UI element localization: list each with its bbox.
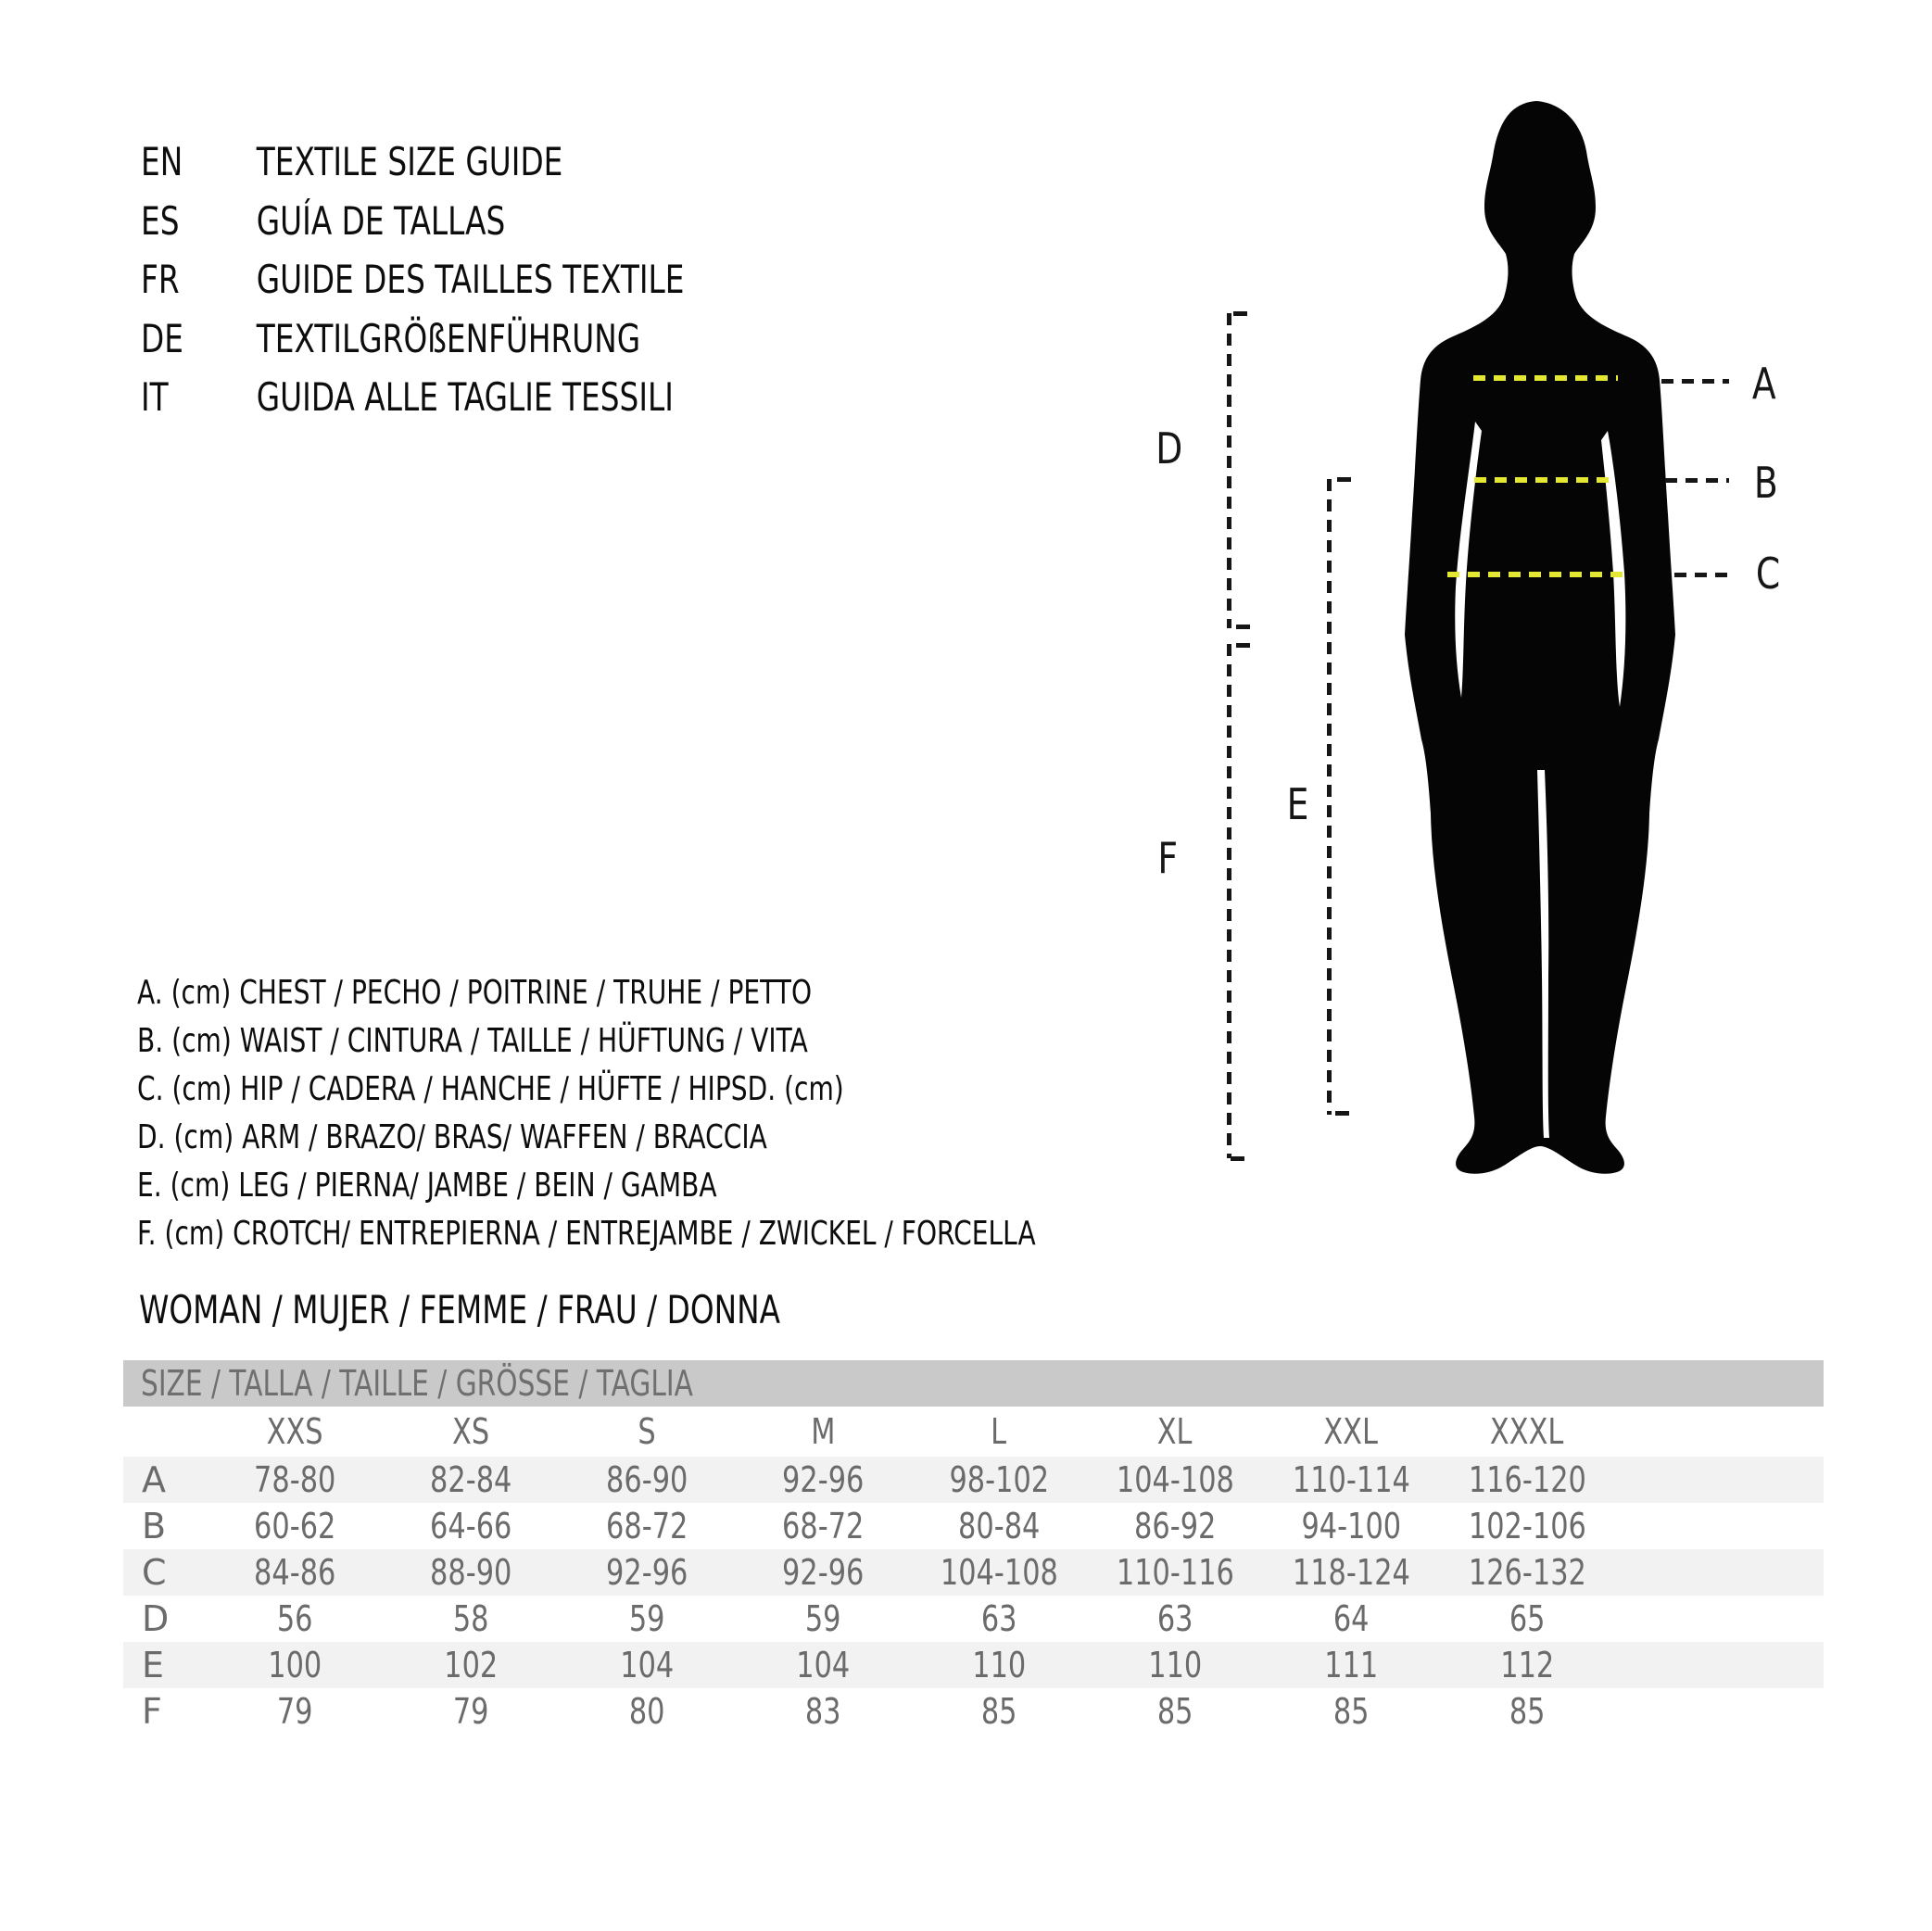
table-row [123,1642,1824,1688]
table-cell: 85 [1332,1691,1370,1732]
table-cell: 92-96 [781,1459,865,1500]
size-column-header: L [991,1411,1007,1452]
table-cell: 110 [971,1645,1027,1685]
size-column-header: XS [451,1411,490,1452]
waist-measure-line [1474,477,1609,483]
table-cell: 110-114 [1292,1459,1410,1500]
size-column-header: S [638,1411,656,1452]
table-row [123,1503,1824,1549]
row-label-cell: C [142,1552,167,1593]
table-cell: 110-116 [1116,1552,1234,1593]
table-cell: 80-84 [957,1506,1041,1546]
table-cell: 60-62 [253,1506,336,1546]
leg-line-top-tick [1337,477,1351,482]
legend-item: C. (cm) HIP / CADERA / HANCHE / HÜFTE / HIPSD. (cm) [137,1070,844,1108]
table-cell: 59 [804,1598,841,1639]
table-cell: 86-90 [605,1459,688,1500]
language-title: GUÍA DE TALLAS [256,198,506,244]
language-title: TEXTILGRÖßENFÜHRUNG [256,316,641,361]
table-cell: 64 [1332,1598,1370,1639]
table-cell: 94-100 [1301,1506,1401,1546]
row-label-cell: F [142,1691,162,1732]
table-cell: 118-124 [1292,1552,1410,1593]
legend-item: A. (cm) CHEST / PECHO / POITRINE / TRUHE / PETTO [137,974,813,1012]
size-column-header: XL [1157,1411,1193,1452]
measure-label-arm: D [1155,423,1183,473]
table-cell: 58 [452,1598,489,1639]
legend-item: F. (cm) CROTCH/ ENTREPIERNA / ENTREJAMBE / ZWICKEL / FORCELLA [137,1215,1036,1253]
size-column-header: XXS [266,1411,323,1452]
language-code: DE [141,316,183,361]
table-cell: 102 [443,1645,499,1685]
table-row [123,1688,1824,1735]
table-cell: 79 [276,1691,313,1732]
language-code: IT [141,374,169,420]
language-title: GUIDE DES TAILLES TEXTILE [256,257,685,302]
table-cell: 63 [980,1598,1017,1639]
arm-line-bottom-tick [1236,625,1250,629]
language-title: GUIDA ALLE TAGLIE TESSILI [256,374,674,420]
table-cell: 85 [1509,1691,1546,1732]
waist-leader-line [1665,478,1729,483]
table-row [123,1549,1824,1596]
language-row [141,318,781,360]
table-cell: 78-80 [253,1459,336,1500]
table-cell: 80 [628,1691,665,1732]
arm-dimension-line [1227,313,1231,628]
language-code: ES [141,198,180,244]
table-cell: 126-132 [1468,1552,1586,1593]
table-cell: 100 [267,1645,322,1685]
woman-silhouette [1385,95,1700,1180]
table-cell: 98-102 [949,1459,1049,1500]
table-cell: 84-86 [253,1552,336,1593]
table-cell: 63 [1156,1598,1193,1639]
table-cell: 104-108 [940,1552,1058,1593]
table-row [123,1457,1824,1503]
measure-label-waist: B [1753,458,1778,508]
table-cell: 110 [1147,1645,1203,1685]
table-cell: 65 [1509,1598,1546,1639]
leg-line-bottom-tick [1335,1111,1349,1116]
gender-heading: WOMAN / MUJER / FEMME / FRAU / DONNA [139,1287,781,1332]
hip-measure-line [1447,572,1629,577]
table-cell: 104 [619,1645,675,1685]
language-row [141,376,824,419]
table-cell: 64-66 [429,1506,512,1546]
language-row [141,200,608,243]
crotch-line-bottom-tick [1231,1156,1244,1161]
table-cell: 104 [795,1645,851,1685]
table-cell: 59 [628,1598,665,1639]
table-cell: 111 [1323,1645,1379,1685]
table-cell: 68-72 [781,1506,865,1546]
row-label-cell: D [142,1598,170,1639]
crotch-dimension-line [1227,644,1231,1158]
legend-item: E. (cm) LEG / PIERNA/ JAMBE / BEIN / GAMBA [137,1167,717,1205]
table-cell: 112 [1499,1645,1555,1685]
table-cell: 88-90 [429,1552,512,1593]
table-cell: 56 [276,1598,313,1639]
measure-label-leg: E [1286,779,1309,829]
chest-leader-line [1661,379,1729,384]
table-cell: 85 [980,1691,1017,1732]
row-label-cell: E [142,1645,165,1685]
size-table-header-band: SIZE / TALLA / TAILLE / GRÖSSE / TAGLIA [123,1360,1824,1407]
language-code: EN [141,139,183,184]
language-title: TEXTILE SIZE GUIDE [256,139,563,184]
table-cell: 86-92 [1133,1506,1217,1546]
size-column-header: XXXL [1490,1411,1564,1452]
measure-label-crotch: F [1157,833,1179,883]
table-cell: 116-120 [1468,1459,1586,1500]
table-cell: 82-84 [429,1459,512,1500]
measure-label-hip: C [1755,549,1781,599]
row-label-cell: B [142,1506,167,1546]
row-label-cell: A [142,1459,166,1500]
arm-line-top-tick [1233,311,1247,316]
chest-measure-line [1473,375,1618,381]
legend-item: D. (cm) ARM / BRAZO/ BRAS/ WAFFEN / BRACCIA [137,1118,767,1156]
language-code: FR [141,257,180,302]
table-cell: 83 [804,1691,841,1732]
table-cell: 104-108 [1116,1459,1234,1500]
table-cell: 79 [452,1691,489,1732]
leg-dimension-line [1327,479,1332,1115]
size-column-header: XXL [1323,1411,1379,1452]
legend-item: B. (cm) WAIST / CINTURA / TAILLE / HÜFTUNG / VITA [137,1022,808,1060]
hip-leader-line [1674,573,1729,577]
table-cell: 85 [1156,1691,1193,1732]
size-table-columns [123,1407,1824,1457]
table-cell: 68-72 [605,1506,688,1546]
language-row [141,259,838,301]
table-cell: 102-106 [1468,1506,1586,1546]
measure-label-chest: A [1751,359,1776,409]
table-row [123,1596,1824,1642]
table-cell: 92-96 [605,1552,688,1593]
size-column-header: M [810,1411,836,1452]
language-row [141,141,682,183]
crotch-line-top-tick [1236,643,1250,648]
table-cell: 92-96 [781,1552,865,1593]
